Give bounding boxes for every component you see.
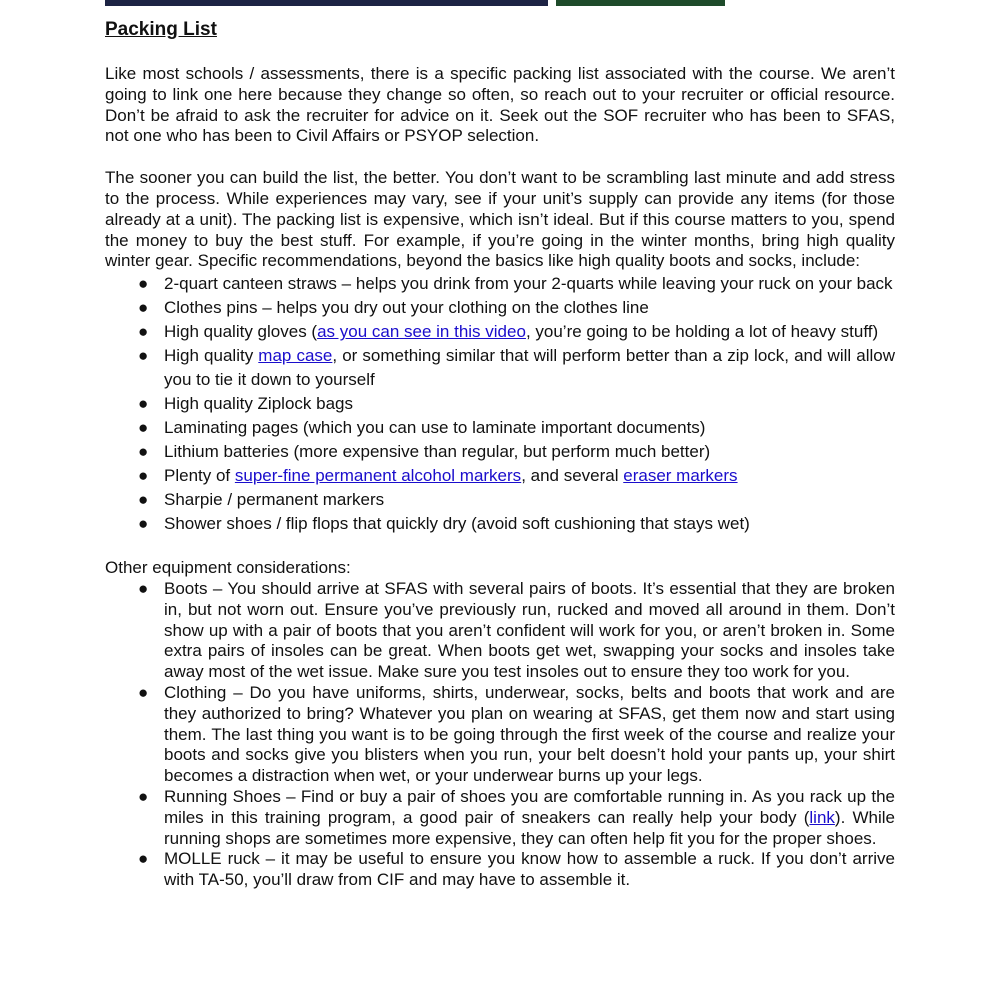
banner-green-stripe	[556, 0, 725, 6]
list-item-text: , and several	[521, 466, 624, 486]
gloves-video-link[interactable]: as you can see in this video	[317, 322, 526, 342]
list-item-ziplock	[105, 392, 895, 416]
list-item-text: 2-quart canteen straws – helps you drink from your 2-quarts while leaving your ruck on your back	[164, 274, 893, 294]
list-item-molle-ruck	[105, 849, 895, 891]
running-shoes-link[interactable]: link	[809, 807, 835, 827]
map-case-link[interactable]: map case	[258, 346, 333, 366]
list-item-clothes-pins	[105, 296, 895, 320]
intro-paragraph-2: The sooner you can build the list, the better. You don’t want to be scrambling last minute and add stress to the process. While experiences may vary, see if your unit’s supply can provide any items (for those already at a unit). The packing list is expensive, which isn’t ideal. But if this course matters to you, spend the money to buy the best stuff. For example, if you’re going in the winter months, bring high quality winter gear. Specific recommendations, beyond the basics like high quality boots and socks, include:	[105, 168, 895, 271]
bullet-icon: ●	[138, 394, 149, 414]
list-item-sharpie	[105, 488, 895, 512]
list-item-canteen-straws	[105, 272, 895, 296]
list-item-running-shoes	[105, 787, 895, 849]
list-item-text: Laminating pages (which you can use to laminate important documents)	[164, 418, 706, 438]
list-item-text: Clothing – Do you have uniforms, shirts, underwear, socks, belts and boots that work and are they authorized to bring? Whatever you plan on wearing at SFAS, get them now and start using them. The last thing you want is to be going through the first week of the course and realize your boots and socks give you blisters when you run, your belt doesn’t hold your pants up, your shirt becomes a distraction when wet, or your underwear burns up your legs.	[164, 682, 895, 786]
list-item-text: Clothes pins – helps you dry out your clothing on the clothes line	[164, 298, 649, 318]
list-item-gloves	[105, 320, 895, 344]
alcohol-markers-link[interactable]: super-fine permanent alcohol markers	[234, 466, 522, 486]
list-item-text: Plenty of	[164, 466, 235, 486]
list-item-shower-shoes	[105, 512, 895, 536]
list-item-text: ). While running shops are sometimes more expensive, they can often help fit you for the proper shoes.	[164, 807, 895, 848]
bullet-icon: ●	[138, 298, 149, 318]
other-equipment-list	[105, 579, 895, 891]
list-item-text: High quality Ziplock bags	[164, 394, 353, 414]
bullet-icon: ●	[138, 418, 149, 438]
list-item-text: Lithium batteries (more expensive than regular, but perform much better)	[164, 442, 711, 462]
list-item-text: High quality gloves (	[164, 322, 318, 342]
banner-navy-stripe	[105, 0, 548, 6]
bullet-icon: ●	[138, 490, 149, 510]
document-page	[105, 18, 895, 891]
bullet-icon: ●	[138, 442, 149, 462]
bullet-icon: ●	[138, 682, 149, 702]
other-equipment-heading: Other equipment considerations:	[105, 558, 351, 578]
list-item-laminating	[105, 416, 895, 440]
list-item-text: MOLLE ruck – it may be useful to ensure you know how to assemble a ruck. If you don’t arrive with TA-50, you’ll draw from CIF and may have to assemble it.	[164, 849, 895, 890]
bullet-icon: ●	[138, 466, 149, 486]
list-item-clothing	[105, 683, 895, 787]
list-item-text: Sharpie / permanent markers	[164, 490, 385, 510]
list-item-text: Shower shoes / flip flops that quickly dry (avoid soft cushioning that stays wet)	[164, 514, 750, 534]
list-item-text: , you’re going to be holding a lot of heavy stuff)	[525, 322, 879, 342]
header-banner	[0, 0, 1000, 6]
page-title: Packing List	[105, 19, 217, 40]
list-item-map-case	[105, 344, 895, 392]
list-item-boots	[105, 579, 895, 683]
eraser-markers-link[interactable]: eraser markers	[623, 466, 738, 486]
list-item-batteries	[105, 440, 895, 464]
list-item-markers	[105, 464, 895, 488]
bullet-icon: ●	[138, 322, 149, 342]
list-item-text: Boots – You should arrive at SFAS with several pairs of boots. It’s essential that they are broken in, but not worn out. Ensure you’ve previously run, rucked and moved all around in them. Don’t show up with a pair of boots that you aren’t confident will work for you, or aren’t broken in. Some extra pairs of insoles can be great. When boots get wet, swapping your socks and insoles take away most of the wet issue. Make sure you test insoles out to ensure they too work for you.	[164, 578, 895, 682]
bullet-icon: ●	[138, 849, 149, 869]
list-item-text: Running Shoes – Find or buy a pair of shoes you are comfortable running in. As you rack up the miles in this training program, a good pair of sneakers can really help your body (	[164, 786, 895, 827]
bullet-icon: ●	[138, 786, 149, 806]
list-item-text: , or something similar that will perform better than a zip lock, and will allow you to tie it down to yourself	[164, 346, 895, 390]
list-item-text: High quality	[164, 346, 259, 366]
bullet-icon: ●	[138, 274, 149, 294]
bullet-icon: ●	[138, 346, 149, 366]
packing-list	[105, 272, 895, 536]
bullet-icon: ●	[138, 514, 149, 534]
intro-paragraph-1: Like most schools / assessments, there is a specific packing list associated with the course. We aren’t going to link one here because they change so often, so reach out to your recruiter or official resource. Don’t be afraid to ask the recruiter for advice on it. Seek out the SOF recruiter who has been to SFAS, not one who has been to Civil Affairs or PSYOP selection.	[105, 64, 895, 146]
bullet-icon: ●	[138, 578, 149, 598]
